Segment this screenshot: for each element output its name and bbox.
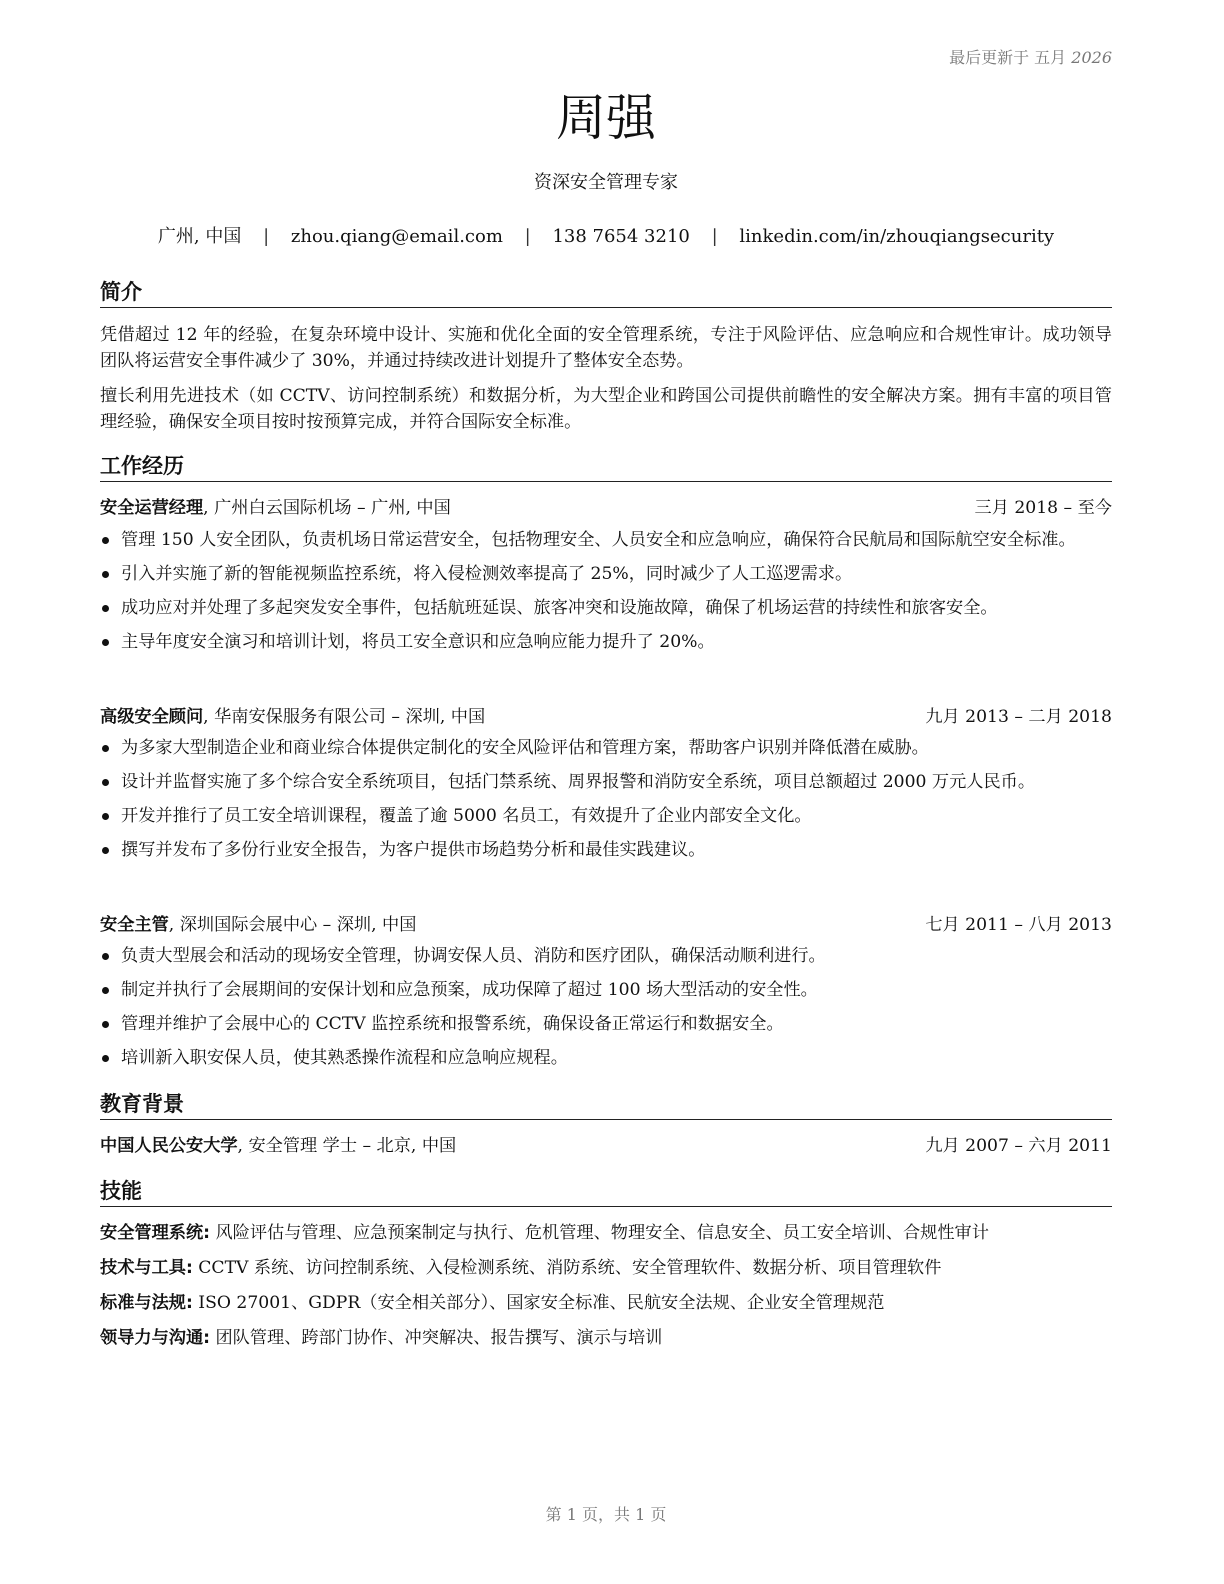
summary-paragraph: 凭借超过 12 年的经验，在复杂环境中设计、实施和优化全面的安全管理系统，专注于风险评估、应急响应和合规性审计。成功领导团队将运营安全事件减少了 30%，并通过持续改进计划提升了整体安全态势。: [100, 325, 1112, 371]
separator: |: [263, 226, 270, 247]
skill-category: 安全管理系统:: [100, 1223, 210, 1243]
job-bullets: [100, 527, 1112, 663]
last-updated: 最后更新于 五月 2026: [949, 48, 1112, 67]
skill-values: ISO 27001、GDPR（安全相关部分）、国家安全标准、民航安全法规、企业安全管理规范: [192, 1293, 885, 1313]
list-item: 培训新入职安保人员，使其熟悉操作流程和应急响应规程。: [100, 1045, 1112, 1071]
degree-detail: , 安全管理 学士 – 北京, 中国: [237, 1136, 457, 1156]
skill-values: 团队管理、跨部门协作、冲突解决、报告撰写、演示与培训: [210, 1328, 663, 1348]
separator: |: [524, 226, 531, 247]
job-org: , 广州白云国际机场 – 广州, 中国: [203, 498, 451, 518]
skill-values: 风险评估与管理、应急预案制定与执行、危机管理、物理安全、信息安全、员工安全培训、合规性审计: [210, 1223, 989, 1243]
list-item: 设计并监督实施了多个综合安全系统项目，包括门禁系统、周界报警和消防安全系统，项目总额超过 2000 万元人民币。: [100, 769, 1112, 795]
list-item: 成功应对并处理了多起突发安全事件，包括航班延误、旅客冲突和设施故障，确保了机场运营的持续性和旅客安全。: [100, 595, 1112, 621]
location: 广州, 中国: [157, 226, 242, 247]
section-title-education: 教育背景: [100, 1090, 1112, 1120]
contact-line: [100, 224, 1112, 250]
list-item: 制定并执行了会展期间的安保计划和应急预案，成功保障了超过 100 场大型活动的安全性。: [100, 977, 1112, 1003]
skill-line: [100, 1255, 1112, 1281]
list-item: 撰写并发布了多份行业安全报告，为客户提供市场趋势分析和最佳实践建议。: [100, 837, 1112, 863]
resume-page: [100, 0, 1112, 1584]
section-title-summary: 简介: [100, 278, 1112, 308]
list-item: 负责大型展会和活动的现场安全管理，协调安保人员、消防和医疗团队，确保活动顺利进行。: [100, 943, 1112, 969]
section-title-skills: 技能: [100, 1177, 1112, 1207]
headline: 资深安全管理专家: [534, 172, 678, 193]
job-dates: 三月 2018 – 至今: [974, 498, 1112, 518]
job-dates: 七月 2011 – 八月 2013: [925, 915, 1112, 935]
list-item: 管理 150 人安全团队，负责机场日常运营安全，包括物理安全、人员安全和应急响应，确保符合民航局和国际航空安全标准。: [100, 527, 1112, 553]
job-header: [100, 704, 1112, 730]
skill-category: 领导力与沟通:: [100, 1328, 210, 1348]
separator: |: [711, 226, 718, 247]
skill-category: 技术与工具:: [100, 1258, 193, 1278]
list-item: 引入并实施了新的智能视频监控系统，将入侵检测效率提高了 25%，同时减少了人工巡逻需求。: [100, 561, 1112, 587]
list-item: 管理并维护了会展中心的 CCTV 监控系统和报警系统，确保设备正常运行和数据安全。: [100, 1011, 1112, 1037]
list-item: 开发并推行了员工安全培训课程，覆盖了逾 5000 名员工，有效提升了企业内部安全文化。: [100, 803, 1112, 829]
list-item: 为多家大型制造企业和商业综合体提供定制化的安全风险评估和管理方案，帮助客户识别并降低潜在威胁。: [100, 735, 1112, 761]
job-role: 高级安全顾问: [100, 707, 204, 727]
email-link[interactable]: zhou.qiang@email.com: [290, 226, 503, 247]
education-entry: [100, 1133, 1112, 1159]
job-org: , 华南安保服务有限公司 – 深圳, 中国: [203, 707, 486, 727]
job-role: 安全运营经理: [100, 498, 204, 518]
job-org: , 深圳国际会展中心 – 深圳, 中国: [168, 915, 417, 935]
job-role: 安全主管: [100, 915, 169, 935]
skill-category: 标准与法规:: [100, 1293, 193, 1313]
page-number: 第 1 页，共 1 页: [545, 1505, 667, 1524]
section-title-experience: 工作经历: [100, 452, 1112, 482]
job-header: [100, 495, 1112, 521]
job-header: [100, 912, 1112, 938]
skill-values: CCTV 系统、访问控制系统、入侵检测系统、消防系统、安全管理软件、数据分析、项目管理软件: [192, 1258, 942, 1278]
summary-paragraph: 擅长利用先进技术（如 CCTV、访问控制系统）和数据分析，为大型企业和跨国公司提供前瞻性的安全解决方案。拥有丰富的项目管理经验，确保安全项目按时按预算完成，并符合国际安全标准。: [100, 386, 1112, 432]
school-name: 中国人民公安大学: [100, 1136, 238, 1156]
linkedin-link[interactable]: linkedin.com/in/zhouqiangsecurity: [739, 226, 1055, 247]
job-bullets: [100, 735, 1112, 871]
list-item: 主导年度安全演习和培训计划，将员工安全意识和应急响应能力提升了 20%。: [100, 629, 1112, 655]
person-name: 周强: [556, 89, 656, 147]
job-bullets: [100, 943, 1112, 1079]
skill-line: [100, 1220, 1112, 1246]
education-dates: 九月 2007 – 六月 2011: [925, 1136, 1112, 1156]
skill-line: [100, 1325, 1112, 1351]
job-dates: 九月 2013 – 二月 2018: [925, 707, 1112, 727]
skill-line: [100, 1290, 1112, 1316]
phone: 138 7654 3210: [552, 226, 690, 247]
